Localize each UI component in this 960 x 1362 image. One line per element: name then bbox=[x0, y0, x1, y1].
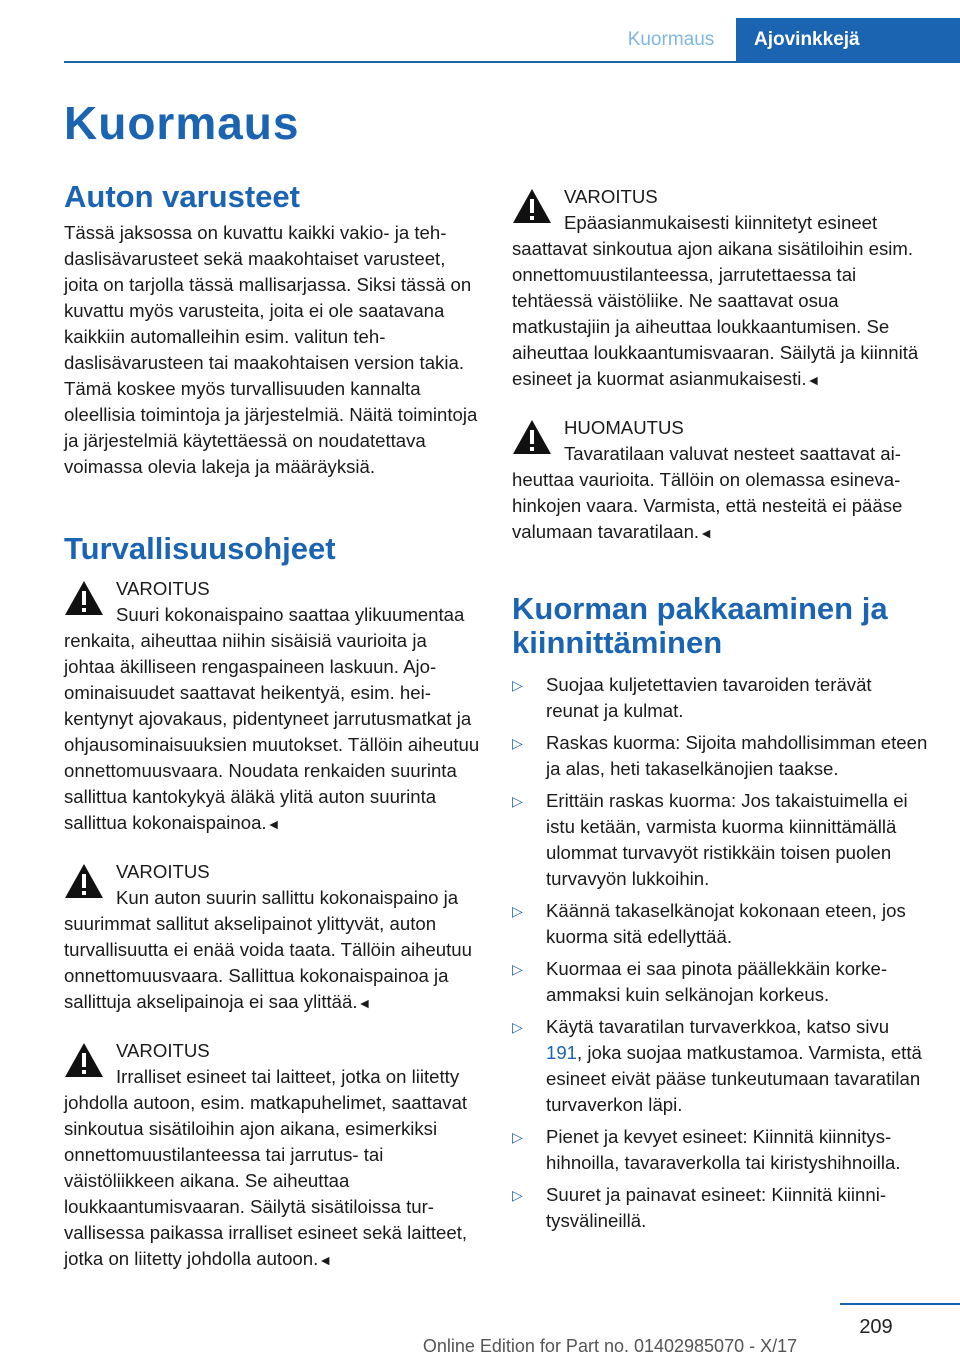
packing-list bbox=[512, 672, 928, 1234]
list-item-text: Pienet ja kevyet esineet: Kiinnitä kiinnityshihnoilla, tavaraverkolla tai kiristyshihnoilla. bbox=[546, 1126, 901, 1173]
warning-triangle-icon bbox=[64, 863, 104, 899]
warning-block bbox=[64, 859, 480, 1016]
list-item-text-before: Käytä tavaratilan turvaverkkoa, katso sivu bbox=[546, 1016, 890, 1037]
footer-edition: Online Edition for Part no. 01402985070 - X/17 bbox=[422, 1336, 798, 1356]
bullet-triangle-icon: ▷ bbox=[512, 677, 523, 693]
warning-label: VAROITUS bbox=[116, 861, 210, 882]
warning-text: Suuri kokonaispaino saattaa ylikuumentaa renkaita, aiheuttaa niihin sisäisiä vaurioita ja johtaa äkilliseen rengaspaineen laskuun. Ajoominaisuudet saattavat heikentyä, esim. heikentynyt ajovakaus, pidentyneet jarrutusmatkat ja ohjausominaisuuksien muutokset. Tällöin aiheutuu onnettomuusvaara. Noudata renkaiden suurinta sallittua kantokykyä äläkä ylitä auton suurinta sallittua kokonaispainoa. bbox=[64, 604, 480, 833]
warning-block bbox=[64, 576, 480, 837]
list-item bbox=[512, 898, 928, 950]
header-divider bbox=[64, 61, 960, 63]
list-item bbox=[512, 1124, 928, 1176]
warning-triangle-icon bbox=[512, 188, 552, 224]
end-marker-icon: ◄ bbox=[699, 525, 713, 541]
warning-triangle-icon bbox=[64, 580, 104, 616]
notice-block bbox=[512, 415, 928, 546]
end-marker-icon: ◄ bbox=[318, 1252, 333, 1268]
warning-block bbox=[512, 184, 928, 393]
list-item-text: Käännä takaselkänojat kokonaan eteen, jos kuorma sitä edellyttää. bbox=[546, 900, 906, 947]
end-marker-icon: ◄ bbox=[806, 372, 821, 388]
warning-triangle-icon bbox=[64, 1042, 104, 1078]
warning-triangle-icon bbox=[512, 419, 552, 455]
bullet-triangle-icon: ▷ bbox=[512, 1019, 523, 1035]
list-item-text-after: , joka suojaa matkustamoa. Varmista, että esineet eivät pääse tunkeutumaan tavaratilan turvaverkon läpi. bbox=[546, 1042, 922, 1115]
list-item-text: Erittäin raskas kuorma: Jos takaistuimella ei istu ketään, varmista kuorma kiinnittämällä ulommat turvavyöt ristikkäin toisen puolen turvavyön lukkoihin. bbox=[546, 790, 908, 889]
bullet-triangle-icon: ▷ bbox=[512, 903, 523, 919]
section-heading-turvallisuusohjeet: Turvallisuusohjeet bbox=[64, 531, 336, 566]
list-item bbox=[512, 1182, 928, 1234]
list-item-text: Raskas kuorma: Sijoita mahdollisimman eteen ja alas, heti takaselkänojien taakse. bbox=[546, 732, 928, 779]
notice-text: Tavaratilaan valuvat nesteet saattavat aiheuttaa vaurioita. Tällöin on olemassa esinevahinkojen vaara. Varmista, että nesteitä ei pääse valumaan tavaratilaan. bbox=[512, 443, 903, 542]
warning-text: Irralliset esineet tai laitteet, jotka on liitetty johdolla autoon, esim. matkapuhelimet, saattavat sinkoutua sisätiloihin ajon aikana, esimerkiksi onnettomuustilanteessa tai jarrutus- tai väistöliikkeen aikana. Se aiheuttaa loukkaantumisvaaran. Säilytä sisätiloissa turvallisessa paikassa irralliset esineet sekä laitteet, jotka on liitetty johdolla autoon. bbox=[64, 1066, 468, 1269]
warning-text: Kun auton suurin sallittu kokonaispaino ja suurimmat sallitut akselipainot ylittyvät, auton turvallisuutta ei enää voida taata. Tällöin aiheutuu onnettomuusvaara. Sallittua kokonaispainoa ja sallittuja akselipainoja ei saa ylittää. bbox=[64, 887, 472, 1012]
list-item bbox=[512, 730, 928, 782]
section-text-auton-varusteet: Tässä jaksossa on kuvattu kaikki vakio- ja tehdaslisävarusteet sekä maakohtaiset varusteet, joita on tarjolla tässä mallisarjassa. Siksi tässä on kuvattu myös varusteita, joita ei ole saatavana kaikkiin automalleihin esim. valitun tehdaslisävarusteen tai maakohtaisen version takia. Tämä koskee myös turvallisuuden kannalta oleellisia toimintoja ja järjestelmiä. Näitä toimintoja ja järjestelmiä käytettäessä on noudatettava voimassa olevia lakeja ja määräyksiä. bbox=[64, 222, 478, 477]
list-item bbox=[512, 672, 928, 724]
list-item-text: Suojaa kuljetettavien tavaroiden terävät reunat ja kulmat. bbox=[546, 674, 872, 721]
page-number: 209 bbox=[859, 1316, 893, 1338]
end-marker-icon: ◄ bbox=[266, 816, 281, 832]
section-heading-auton-varusteet: Auton varusteet bbox=[64, 179, 300, 214]
warning-block bbox=[64, 1038, 480, 1273]
header-tab-kuormaus[interactable]: Kuormaus bbox=[627, 29, 715, 50]
list-item bbox=[512, 956, 928, 1008]
bullet-triangle-icon: ▷ bbox=[512, 735, 523, 751]
bullet-triangle-icon: ▷ bbox=[512, 961, 523, 977]
left-column bbox=[64, 180, 480, 1273]
warning-label: VAROITUS bbox=[564, 186, 658, 207]
right-column bbox=[512, 184, 928, 1240]
bullet-triangle-icon: ▷ bbox=[512, 793, 523, 809]
bullet-triangle-icon: ▷ bbox=[512, 1187, 523, 1203]
bullet-triangle-icon: ▷ bbox=[512, 1129, 523, 1145]
section-heading-kuorman-pakkaaminen: Kuorman pakkaaminen ja kiinnittäminen bbox=[512, 591, 888, 660]
warning-label: VAROITUS bbox=[116, 1040, 210, 1061]
list-item bbox=[512, 1014, 928, 1118]
page-reference-link[interactable]: 191 bbox=[546, 1042, 578, 1063]
list-item-text: Suuret ja painavat esineet: Kiinnitä kiinnitysvälineillä. bbox=[546, 1184, 887, 1231]
header-tab-ajovinkkeja[interactable]: Ajovinkkejä bbox=[736, 18, 960, 62]
list-item-text: Kuormaa ei saa pinota päällekkäin korkeammaksi kuin selkänojan korkeus. bbox=[546, 958, 888, 1005]
end-marker-icon: ◄ bbox=[357, 995, 372, 1011]
page-title: Kuormaus bbox=[64, 97, 300, 149]
warning-text: Epäasianmukaisesti kiinnitetyt esineet saattavat sinkoutua ajon aikana sisätiloihin esim. onnettomuustilanteessa, jarrutettaessa tai tehtäessä väistöliike. Ne saattavat osua matkustajiin ja aiheuttaa loukkaantumisen. Se aiheuttaa loukkaantumisvaaran. Säilytä ja kiinnitä esineet ja kuormat asianmukaisesti. bbox=[512, 212, 919, 389]
list-item bbox=[512, 788, 928, 892]
warning-label: VAROITUS bbox=[116, 578, 210, 599]
page-number-rule bbox=[840, 1303, 960, 1305]
notice-label: HUOMAUTUS bbox=[564, 417, 684, 438]
